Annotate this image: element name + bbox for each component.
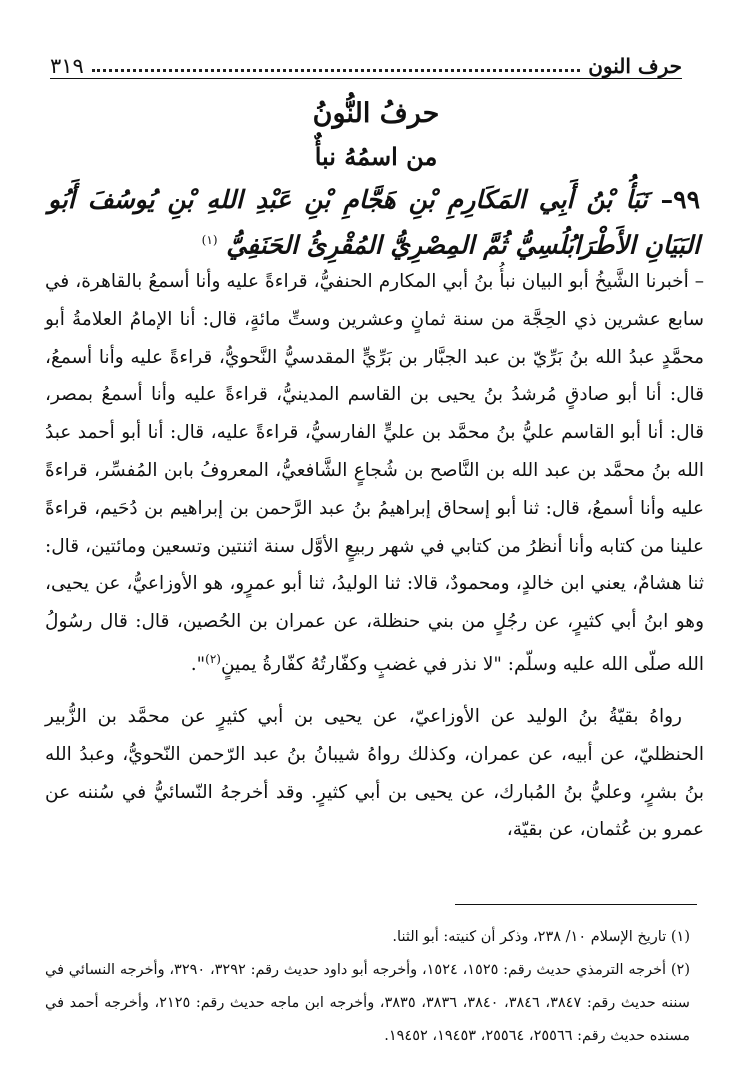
footnote-ref-1: (١) (201, 233, 218, 247)
paragraph-chain-end: ". (190, 654, 206, 676)
main-text (45, 263, 704, 849)
footnote-ref-2: (٢) (205, 651, 221, 666)
entry-heading-text: نَبَأُ بْنُ أَبِي المَكَارِمِ بْنِ هَجَّامِ بْنِ عَبْدِ اللهِ بْنِ يُوسُفَ أَبُو البَيَانِ الأَطْرَابُلُسِيُّ ثُمَّ المِصْرِيُّ المُقْرِئُ الحَنَفِيُّ (48, 185, 700, 260)
chapter-title: حرفُ النُّونُ (312, 98, 440, 129)
running-header (50, 42, 682, 79)
paragraph-commentary: رواهُ بقيّةُ بنُ الوليد عن الأوزاعيّ، عن يحيى بن أبي كثيرٍ عن محمَّد بن الزُّبير الحنظليّ، عن أبيه، عن عمران، وكذلك رواهُ شيبانُ بنُ عبد الرّحمن النّحويُّ، وعبدُ الله بنُ بشرٍ، وعليُّ بنُ المُبارك، عن يحيى بن أبي كثيرٍ. وقد أخرجهُ النّسائيُّ في سُننه عن عمرو بن عُثمان، عن بقيّة، (45, 705, 704, 841)
running-title: حرف النون (588, 54, 682, 78)
paragraph-chain-text: – أخبرنا الشَّيخُ أبو البيان نبأُ بنُ أبي المكارم الحنفيُّ، قراءةً عليه وأنا أسمعُ بالقاهرة، في سابع عشرين ذي الحِجَّة من سنة ثمانٍ وعشرين وستِّ مائةٍ، قال: أنا الإمامُ العلامةُ أبو محمَّدٍ عبدُ الله بنُ بَرِّيّ بن عبد الجبَّار بن بَرِّيٍّ المقدسيُّ النَّحويُّ، قراءةً عليه وأنا أسمعُ، قال: أنا أبو صادقٍ مُرشدُ بنُ يحيى بن القاسم المدينيُّ، قراءةً عليه وأنا أسمعُ بمصر، قال: أنا أبو القاسم عليُّ بنُ محمَّد بن عليٍّ الفارسيُّ، قراءةً عليه، قال: أنا أبو أحمد عبدُ الله بنُ محمَّد بن عبد الله بن النَّاصح بن شُجاعٍ الشَّافعيُّ، المعروفُ بابن المُفسِّر، قراءةً عليه وأنا أسمعُ، قال: ثنا أبو إسحاق إبراهيمُ بنُ عبد الرَّحمن بن إبراهيم بن دُحَيم، قراءةً علينا من كتابه وأنا أنظرُ من كتابي في شهر ربيعٍ الأوَّل سنة اثنتين وتسعين ومائتين، قال: ثنا هشامٌ، يعني ابن خالدٍ، ومحمودٌ، قالا: ثنا الوليدُ، ثنا أبو عمرٍو، هو الأوزاعيُّ، عن يحيى، وهو ابنُ أبي كثيرٍ، عن رجُلٍ من بني حنظلة، عن عمران بن الحُصين، قال: قال رسُولُ الله صلّى الله عليه وسلّم: "لا نذر في غضبٍ وكفّارتُهُ كفّارةُ يمينٍ (45, 271, 704, 676)
leader-dots (92, 68, 580, 72)
footnote-1: (١) تاريخ الإسلام ١٠/ ٢٣٨، وذكر أن كنيته: أبو الثنا. (392, 929, 690, 945)
section-title: من اسمُهُ نبأٌ (314, 142, 438, 171)
entry-number: ٩٩– (660, 185, 700, 214)
paragraph-chain (45, 263, 704, 684)
footnote-2: (٢) أخرجه الترمذي حديث رقم: ١٥٢٥، ١٥٢٤، وأخرجه أبو داود حديث رقم: ٣٢٩٢، ٣٢٩٠، وأخرجه النسائي في سننه حديث رقم: ٣٨٤٧، ٣٨٤٦، ٣٨٤٠، ٣٨٣٦، ٣٨٣٥، وأخرجه ابن ماجه حديث رقم: ٢١٢٥، وأخرجه أحمد في مسنده حديث رقم: ٢٥٥٦٦، ٢٥٥٦٤، ١٩٤٥٣، ١٩٤٥٢. (45, 962, 690, 1044)
entry-heading (48, 180, 700, 265)
footnotes (45, 921, 690, 1053)
footnote-divider (455, 904, 697, 905)
page-number: ٣١٩ (50, 54, 84, 78)
